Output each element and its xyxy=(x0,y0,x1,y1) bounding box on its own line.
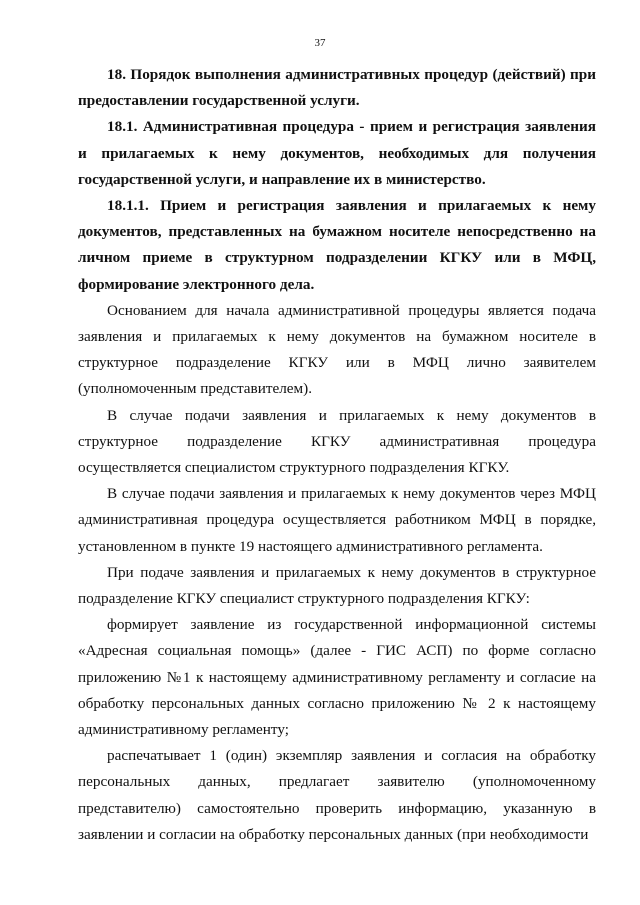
section-heading-18-1: 18.1. Административная процедура - прием и регистрация заявления и прилагаемых к нему документов, необходимых для получения государственной услуги, и направление их в министерство. xyxy=(78,118,596,188)
paragraph-kgku-submission: В случае подачи заявления и прилагаемых к нему документов в структурное подразделение КГКУ административная процедура осуществляется специалистом структурного подразделения КГКУ. xyxy=(78,406,596,477)
paragraph-basis: Основанием для начала административной процедуры является подача заявления и прилагаемых к нему документов на бумажном носителе в структурное подразделение КГКУ или в МФЦ лично заявителем (уполномоченным представителем). xyxy=(78,301,596,398)
paragraph-mfc-submission: В случае подачи заявления и прилагаемых к нему документов через МФЦ административная процедура осуществляется работником МФЦ в порядке, установленном в пункте 19 настоящего административного регламента. xyxy=(78,485,596,555)
section-heading-18: 18. Порядок выполнения административных процедур (действий) при предоставлении государственной услуги. xyxy=(78,66,596,110)
paragraph-specialist-actions: При подаче заявления и прилагаемых к нему документов в структурное подразделение КГКУ специалист структурного подразделения КГКУ: xyxy=(78,563,596,608)
section-heading-18-1-1: 18.1.1. Прием и регистрация заявления и прилагаемых к нему документов, представленных на бумажном носителе непосредственно на личном приеме в структурном подразделении КГКУ или в МФЦ, формирование электронного дела. xyxy=(78,197,596,293)
page-number: 37 xyxy=(314,37,326,49)
document-body xyxy=(78,62,596,848)
paragraph-prints-application: распечатывает 1 (один) экземпляр заявления и согласия на обработку персональных данных, предлагает заявителю (уполномоченному представителю) самостоятельно проверить информацию, указанную в заявлении и согласии на обработку персональных данных (при необходимости xyxy=(78,747,596,843)
paragraph-forms-application: формирует заявление из государственной информационной системы «Адресная социальная помощь» (далее - ГИС АСП) по форме согласно приложению №1 к настоящему административному регламенту и согласие на обработку персональных данных согласно приложению № 2 к настоящему административному регламенту; xyxy=(78,616,596,739)
